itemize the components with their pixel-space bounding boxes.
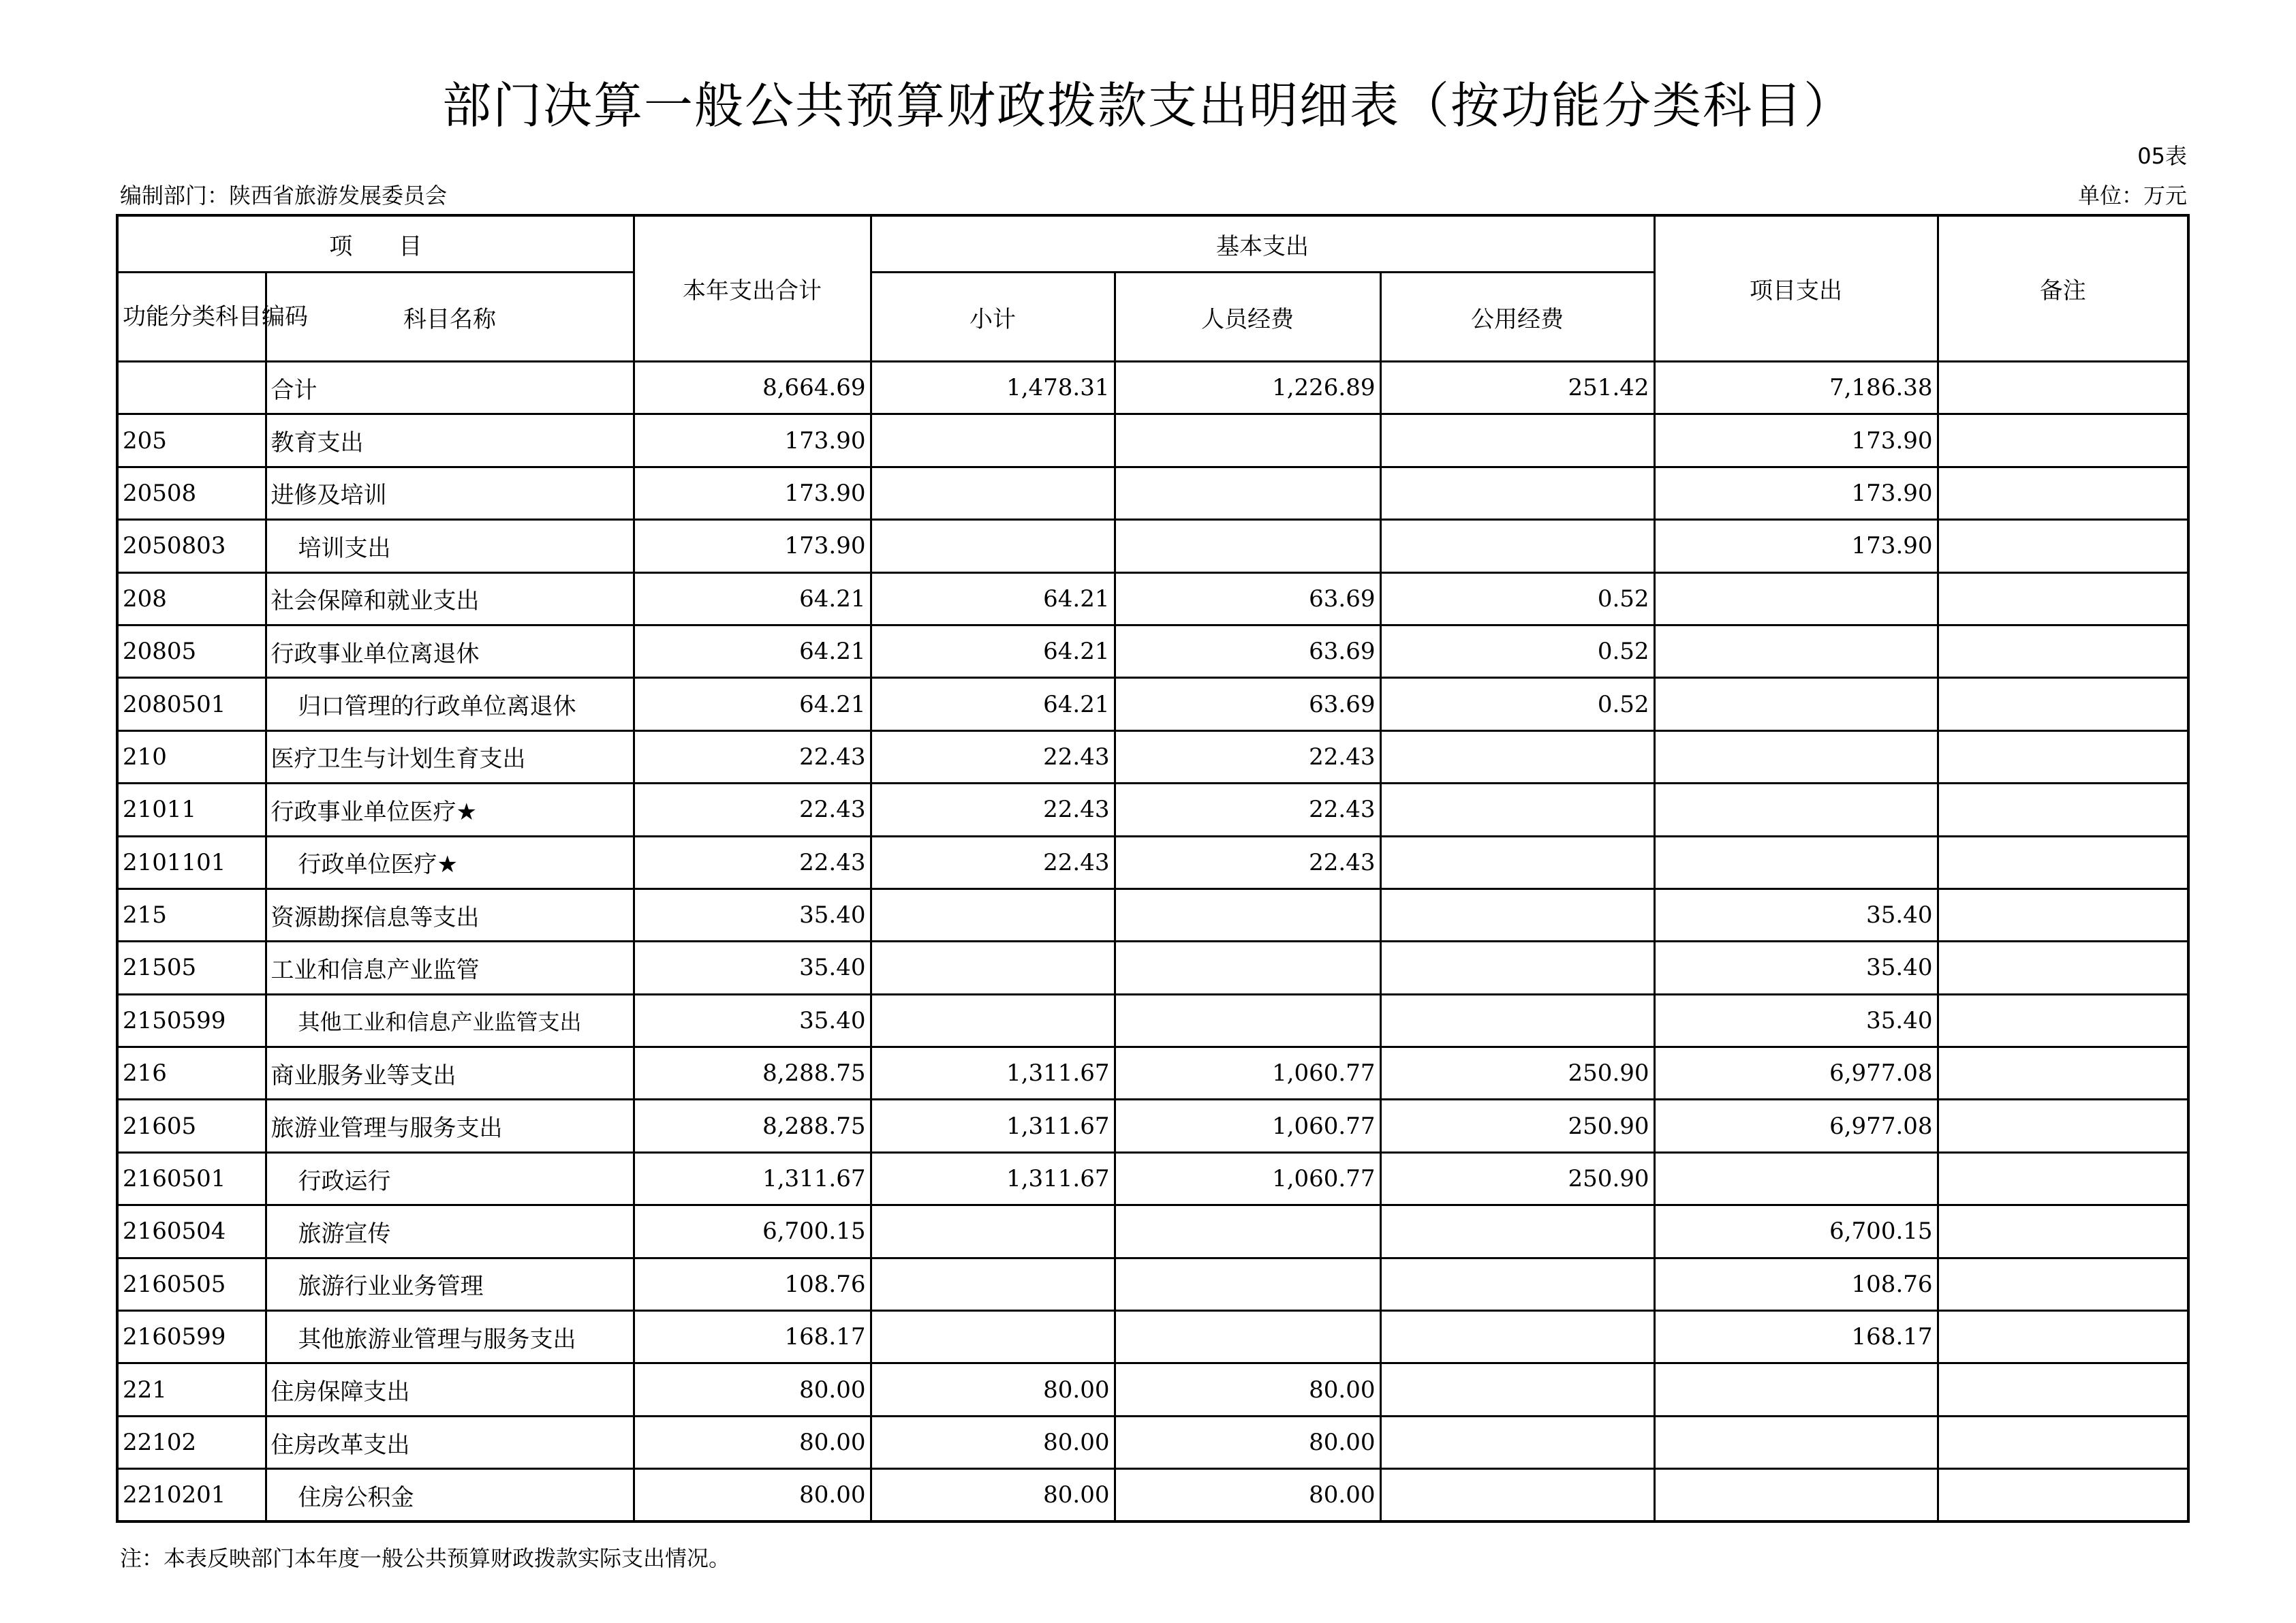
table-row <box>117 1311 2188 1363</box>
cell-total: 22.43 <box>634 836 871 888</box>
table-row <box>117 1047 2188 1100</box>
cell-code: 2050803 <box>117 520 266 572</box>
header-project: 项 目 <box>117 215 634 273</box>
cell-total: 6,700.15 <box>634 1205 871 1258</box>
cell-remark <box>1938 1311 2188 1363</box>
cell-personnel: 1,060.77 <box>1115 1100 1380 1152</box>
cell-remark <box>1938 1363 2188 1416</box>
cell-code: 2210201 <box>117 1469 266 1521</box>
cell-subtotal <box>871 414 1115 467</box>
cell-project: 6,977.08 <box>1654 1047 1938 1100</box>
cell-name: 住房改革支出 <box>266 1416 634 1468</box>
cell-personnel: 80.00 <box>1115 1416 1380 1468</box>
cell-public: 0.52 <box>1380 572 1654 625</box>
table-row <box>117 467 2188 519</box>
cell-name: 住房公积金 <box>266 1469 634 1521</box>
cell-code: 22102 <box>117 1416 266 1468</box>
cell-project <box>1654 1469 1938 1521</box>
table-row <box>117 994 2188 1047</box>
cell-subtotal: 80.00 <box>871 1363 1115 1416</box>
cell-personnel: 80.00 <box>1115 1469 1380 1521</box>
cell-project <box>1654 572 1938 625</box>
cell-remark <box>1938 1047 2188 1100</box>
cell-project: 7,186.38 <box>1654 362 1938 414</box>
cell-personnel: 22.43 <box>1115 730 1380 783</box>
cell-total: 22.43 <box>634 730 871 783</box>
cell-project: 35.40 <box>1654 942 1938 994</box>
cell-subtotal <box>871 467 1115 519</box>
cell-personnel: 80.00 <box>1115 1363 1380 1416</box>
header-subtotal: 小计 <box>871 273 1115 362</box>
cell-subtotal: 22.43 <box>871 784 1115 836</box>
cell-code: 20508 <box>117 467 266 519</box>
cell-remark <box>1938 888 2188 941</box>
cell-public <box>1380 1205 1654 1258</box>
cell-name: 行政运行 <box>266 1152 634 1205</box>
cell-total: 8,288.75 <box>634 1100 871 1152</box>
cell-name: 其他旅游业管理与服务支出 <box>266 1311 634 1363</box>
cell-personnel <box>1115 994 1380 1047</box>
cell-public <box>1380 520 1654 572</box>
cell-project <box>1654 784 1938 836</box>
cell-public <box>1380 836 1654 888</box>
header-project-expense: 项目支出 <box>1654 215 1938 362</box>
cell-code: 2160501 <box>117 1152 266 1205</box>
cell-subtotal: 1,311.67 <box>871 1152 1115 1205</box>
cell-project <box>1654 730 1938 783</box>
cell-remark <box>1938 1416 2188 1468</box>
cell-personnel <box>1115 1311 1380 1363</box>
department-label: 编制部门：陕西省旅游发展委员会 <box>120 183 448 208</box>
table-row <box>117 888 2188 941</box>
cell-subtotal <box>871 888 1115 941</box>
cell-code: 2101101 <box>117 836 266 888</box>
cell-subtotal <box>871 1258 1115 1310</box>
cell-total: 173.90 <box>634 414 871 467</box>
cell-total: 64.21 <box>634 625 871 677</box>
cell-project <box>1654 625 1938 677</box>
cell-project <box>1654 1363 1938 1416</box>
cell-personnel: 1,226.89 <box>1115 362 1380 414</box>
cell-remark <box>1938 678 2188 730</box>
cell-name: 医疗卫生与计划生育支出 <box>266 730 634 783</box>
cell-name: 培训支出 <box>266 520 634 572</box>
cell-subtotal <box>871 1205 1115 1258</box>
cell-public: 0.52 <box>1380 625 1654 677</box>
cell-remark <box>1938 730 2188 783</box>
cell-personnel <box>1115 520 1380 572</box>
cell-total: 22.43 <box>634 784 871 836</box>
cell-name: 其他工业和信息产业监管支出 <box>266 994 634 1047</box>
cell-remark <box>1938 362 2188 414</box>
cell-public <box>1380 994 1654 1047</box>
cell-total: 80.00 <box>634 1363 871 1416</box>
cell-personnel: 1,060.77 <box>1115 1047 1380 1100</box>
header-personnel: 人员经费 <box>1115 273 1380 362</box>
cell-remark <box>1938 784 2188 836</box>
cell-code: 210 <box>117 730 266 783</box>
table-row <box>117 520 2188 572</box>
cell-code: 2160504 <box>117 1205 266 1258</box>
cell-public <box>1380 888 1654 941</box>
cell-personnel: 63.69 <box>1115 678 1380 730</box>
cell-personnel: 22.43 <box>1115 836 1380 888</box>
table-row <box>117 1258 2188 1310</box>
cell-subtotal: 1,311.67 <box>871 1047 1115 1100</box>
table-row <box>117 362 2188 414</box>
cell-personnel <box>1115 888 1380 941</box>
cell-total: 173.90 <box>634 520 871 572</box>
cell-public <box>1380 730 1654 783</box>
cell-remark <box>1938 1469 2188 1521</box>
header-public: 公用经费 <box>1380 273 1654 362</box>
cell-name: 商业服务业等支出 <box>266 1047 634 1100</box>
table-row <box>117 414 2188 467</box>
table-row <box>117 1100 2188 1152</box>
table-row <box>117 625 2188 677</box>
cell-public <box>1380 942 1654 994</box>
table-row <box>117 784 2188 836</box>
cell-code: 2160599 <box>117 1311 266 1363</box>
cell-name: 工业和信息产业监管 <box>266 942 634 994</box>
cell-total: 8,664.69 <box>634 362 871 414</box>
cell-personnel <box>1115 1258 1380 1310</box>
cell-public: 250.90 <box>1380 1047 1654 1100</box>
cell-remark <box>1938 625 2188 677</box>
cell-subtotal: 64.21 <box>871 625 1115 677</box>
header-remark: 备注 <box>1938 215 2188 362</box>
cell-subtotal: 64.21 <box>871 678 1115 730</box>
cell-name: 进修及培训 <box>266 467 634 519</box>
cell-subtotal <box>871 994 1115 1047</box>
cell-project: 168.17 <box>1654 1311 1938 1363</box>
cell-total: 80.00 <box>634 1416 871 1468</box>
cell-total: 35.40 <box>634 994 871 1047</box>
cell-subtotal <box>871 942 1115 994</box>
cell-subtotal: 80.00 <box>871 1469 1115 1521</box>
cell-public: 0.52 <box>1380 678 1654 730</box>
cell-personnel <box>1115 942 1380 994</box>
cell-remark <box>1938 1205 2188 1258</box>
cell-code: 21605 <box>117 1100 266 1152</box>
cell-subtotal: 1,311.67 <box>871 1100 1115 1152</box>
cell-personnel: 63.69 <box>1115 625 1380 677</box>
cell-personnel: 22.43 <box>1115 784 1380 836</box>
cell-project <box>1654 1152 1938 1205</box>
cell-name: 教育支出 <box>266 414 634 467</box>
table-row <box>117 1363 2188 1416</box>
cell-total: 35.40 <box>634 942 871 994</box>
cell-personnel <box>1115 1205 1380 1258</box>
cell-subtotal: 64.21 <box>871 572 1115 625</box>
table-row <box>117 942 2188 994</box>
cell-name: 合计 <box>266 362 634 414</box>
cell-name: 行政事业单位医疗★ <box>266 784 634 836</box>
cell-total: 64.21 <box>634 572 871 625</box>
cell-project: 35.40 <box>1654 888 1938 941</box>
header-code: 功能分类科目编码 <box>117 273 266 362</box>
cell-project <box>1654 678 1938 730</box>
cell-code <box>117 362 266 414</box>
cell-remark <box>1938 942 2188 994</box>
cell-public <box>1380 1469 1654 1521</box>
table-row <box>117 730 2188 783</box>
cell-code: 205 <box>117 414 266 467</box>
cell-total: 1,311.67 <box>634 1152 871 1205</box>
table-row <box>117 836 2188 888</box>
cell-personnel <box>1115 414 1380 467</box>
cell-public: 250.90 <box>1380 1100 1654 1152</box>
cell-total: 8,288.75 <box>634 1047 871 1100</box>
table-row <box>117 678 2188 730</box>
cell-name: 社会保障和就业支出 <box>266 572 634 625</box>
cell-project: 108.76 <box>1654 1258 1938 1310</box>
table-row <box>117 1469 2188 1521</box>
cell-project: 6,977.08 <box>1654 1100 1938 1152</box>
cell-subtotal: 1,478.31 <box>871 362 1115 414</box>
cell-remark <box>1938 1152 2188 1205</box>
cell-personnel <box>1115 467 1380 519</box>
cell-name: 归口管理的行政单位离退休 <box>266 678 634 730</box>
cell-remark <box>1938 520 2188 572</box>
expenditure-table <box>116 214 2190 1523</box>
cell-subtotal <box>871 1311 1115 1363</box>
cell-subtotal: 22.43 <box>871 836 1115 888</box>
cell-total: 64.21 <box>634 678 871 730</box>
cell-project: 173.90 <box>1654 414 1938 467</box>
cell-code: 20805 <box>117 625 266 677</box>
cell-total: 35.40 <box>634 888 871 941</box>
table-row <box>117 1152 2188 1205</box>
table-row <box>117 572 2188 625</box>
cell-remark <box>1938 467 2188 519</box>
form-number: 05表 <box>2137 143 2187 169</box>
header-basic: 基本支出 <box>871 215 1654 273</box>
cell-project: 35.40 <box>1654 994 1938 1047</box>
cell-remark <box>1938 836 2188 888</box>
cell-total: 168.17 <box>634 1311 871 1363</box>
cell-remark <box>1938 994 2188 1047</box>
cell-public <box>1380 467 1654 519</box>
table-row <box>117 1205 2188 1258</box>
cell-project: 173.90 <box>1654 467 1938 519</box>
cell-total: 173.90 <box>634 467 871 519</box>
cell-subtotal: 22.43 <box>871 730 1115 783</box>
unit-label: 单位：万元 <box>2077 183 2187 208</box>
cell-name: 住房保障支出 <box>266 1363 634 1416</box>
cell-public <box>1380 414 1654 467</box>
cell-name: 旅游行业业务管理 <box>266 1258 634 1310</box>
cell-project <box>1654 836 1938 888</box>
table-row <box>117 1416 2188 1468</box>
cell-public <box>1380 784 1654 836</box>
cell-name: 资源勘探信息等支出 <box>266 888 634 941</box>
cell-code: 21011 <box>117 784 266 836</box>
cell-public <box>1380 1258 1654 1310</box>
cell-subtotal: 80.00 <box>871 1416 1115 1468</box>
cell-code: 2080501 <box>117 678 266 730</box>
cell-remark <box>1938 1100 2188 1152</box>
cell-code: 2160505 <box>117 1258 266 1310</box>
cell-remark <box>1938 1258 2188 1310</box>
footnote: 注：本表反映部门本年度一般公共预算财政拨款实际支出情况。 <box>120 1545 731 1571</box>
cell-name: 行政单位医疗★ <box>266 836 634 888</box>
cell-name: 行政事业单位离退休 <box>266 625 634 677</box>
cell-total: 108.76 <box>634 1258 871 1310</box>
cell-public <box>1380 1311 1654 1363</box>
cell-project: 173.90 <box>1654 520 1938 572</box>
cell-total: 80.00 <box>634 1469 871 1521</box>
cell-name: 旅游业管理与服务支出 <box>266 1100 634 1152</box>
cell-code: 21505 <box>117 942 266 994</box>
cell-public <box>1380 1416 1654 1468</box>
cell-code: 216 <box>117 1047 266 1100</box>
cell-subtotal <box>871 520 1115 572</box>
cell-public: 251.42 <box>1380 362 1654 414</box>
cell-code: 2150599 <box>117 994 266 1047</box>
cell-project: 6,700.15 <box>1654 1205 1938 1258</box>
page-title: 部门决算一般公共预算财政拨款支出明细表（按功能分类科目） <box>441 77 1854 134</box>
header-name: 科目名称 <box>266 273 634 362</box>
cell-personnel: 1,060.77 <box>1115 1152 1380 1205</box>
header-total: 本年支出合计 <box>634 215 871 362</box>
cell-name: 旅游宣传 <box>266 1205 634 1258</box>
cell-remark <box>1938 572 2188 625</box>
cell-personnel: 63.69 <box>1115 572 1380 625</box>
cell-remark <box>1938 414 2188 467</box>
cell-project <box>1654 1416 1938 1468</box>
cell-code: 208 <box>117 572 266 625</box>
cell-code: 221 <box>117 1363 266 1416</box>
cell-public: 250.90 <box>1380 1152 1654 1205</box>
cell-code: 215 <box>117 888 266 941</box>
cell-public <box>1380 1363 1654 1416</box>
